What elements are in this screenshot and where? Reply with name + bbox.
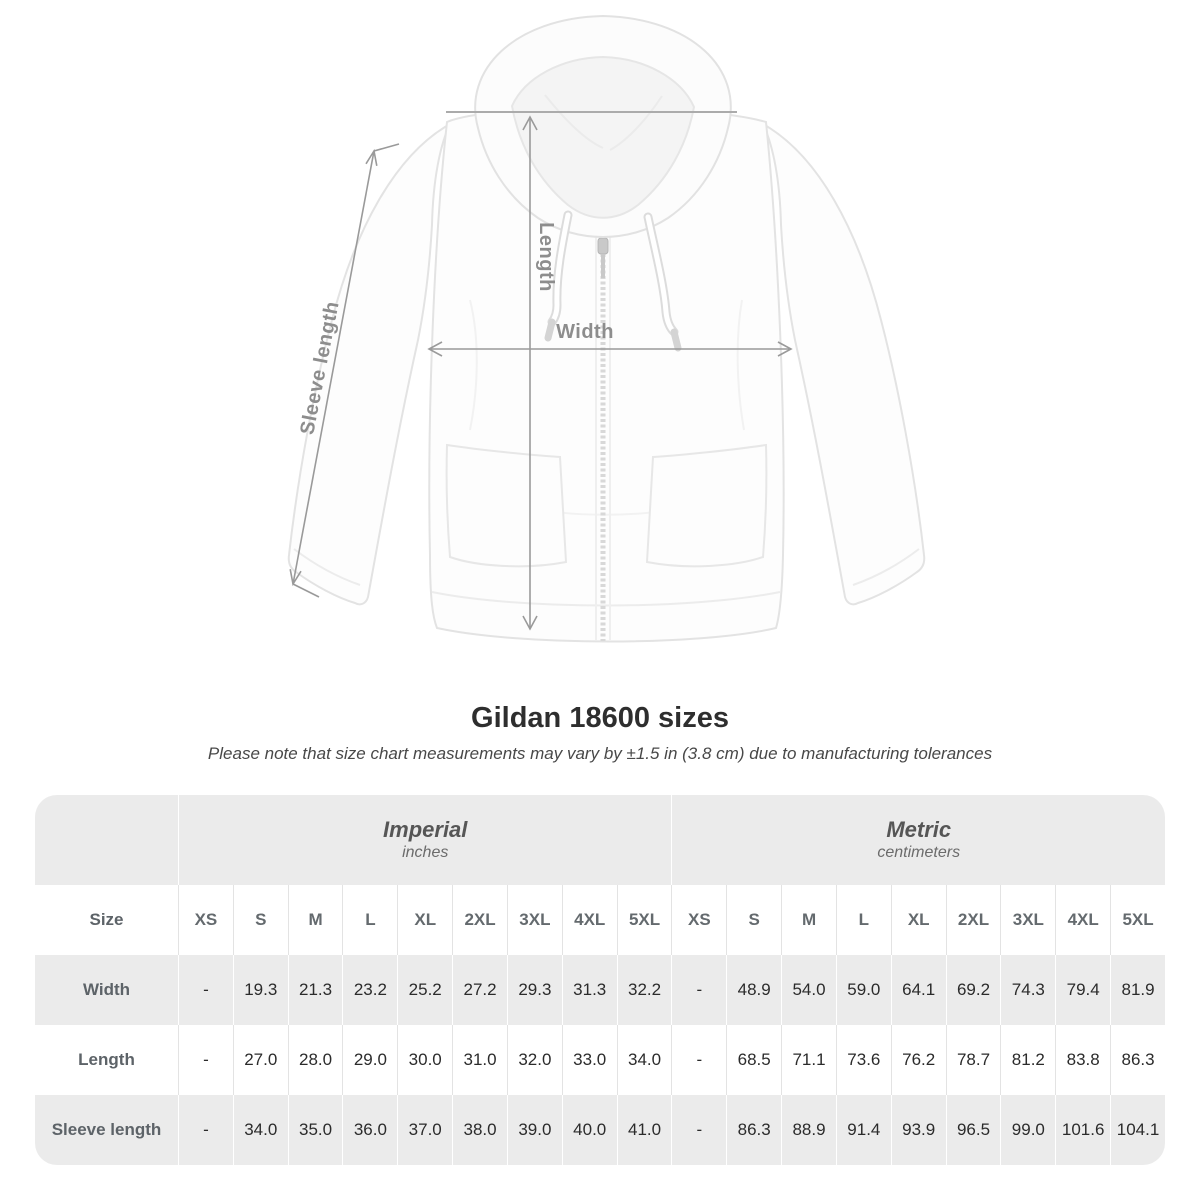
value-cell: 81.9 (1110, 955, 1165, 1025)
size-chart-table (35, 795, 1165, 1165)
length-row (35, 1025, 1165, 1095)
value-cell: 27.0 (233, 1025, 288, 1095)
size-cell: XL (891, 885, 946, 955)
value-cell: 83.8 (1055, 1025, 1110, 1095)
value-cell: 40.0 (562, 1095, 617, 1165)
value-cell: 104.1 (1110, 1095, 1165, 1165)
value-cell: - (671, 1095, 726, 1165)
size-cell: XL (397, 885, 452, 955)
row-label: Sleeve length (35, 1095, 178, 1165)
value-cell: 64.1 (891, 955, 946, 1025)
unit-header-row (35, 795, 1165, 885)
size-cell: 4XL (1055, 885, 1110, 955)
size-cell: M (288, 885, 343, 955)
value-cell: 38.0 (452, 1095, 507, 1165)
value-cell: 88.9 (781, 1095, 836, 1165)
size-cell: 5XL (617, 885, 672, 955)
size-tolerance-note: Please note that size chart measurements may vary by ±1.5 in (3.8 cm) due to manufacturing tolerances (207, 744, 993, 763)
size-cell: S (233, 885, 288, 955)
value-cell: 27.2 (452, 955, 507, 1025)
value-cell: 71.1 (781, 1025, 836, 1095)
size-cell: M (781, 885, 836, 955)
value-cell: - (671, 1025, 726, 1095)
imperial-unit-label: inches (402, 844, 449, 861)
value-cell: 32.0 (507, 1025, 562, 1095)
zipper-slider (598, 238, 608, 254)
value-cell: 99.0 (1000, 1095, 1055, 1165)
row-label: Length (35, 1025, 178, 1095)
value-cell: 78.7 (946, 1025, 1001, 1095)
value-cell: 30.0 (397, 1025, 452, 1095)
value-cell: 86.3 (726, 1095, 781, 1165)
value-cell: 39.0 (507, 1095, 562, 1165)
size-cell: L (836, 885, 891, 955)
value-cell: 74.3 (1000, 955, 1055, 1025)
value-cell: 91.4 (836, 1095, 891, 1165)
value-cell: 86.3 (1110, 1025, 1165, 1095)
size-cell: S (726, 885, 781, 955)
value-cell: 29.3 (507, 955, 562, 1025)
size-cell: XS (671, 885, 726, 955)
value-cell: - (178, 955, 233, 1025)
value-cell: 73.6 (836, 1025, 891, 1095)
value-cell: 68.5 (726, 1025, 781, 1095)
metric-header (671, 795, 1165, 885)
value-cell: 37.0 (397, 1095, 452, 1165)
value-cell: 23.2 (342, 955, 397, 1025)
size-cell: 3XL (1000, 885, 1055, 955)
value-cell: 54.0 (781, 955, 836, 1025)
value-cell: 19.3 (233, 955, 288, 1025)
imperial-label: Imperial (383, 817, 468, 842)
size-cell: 3XL (507, 885, 562, 955)
value-cell: 28.0 (288, 1025, 343, 1095)
size-cell: 5XL (1110, 885, 1165, 955)
value-cell: 31.3 (562, 955, 617, 1025)
value-cell: 33.0 (562, 1025, 617, 1095)
value-cell: 48.9 (726, 955, 781, 1025)
width-row (35, 955, 1165, 1025)
row-label: Width (35, 955, 178, 1025)
value-cell: 41.0 (617, 1095, 672, 1165)
metric-unit-label: centimeters (877, 844, 961, 861)
size-cell: 4XL (562, 885, 617, 955)
value-cell: - (671, 955, 726, 1025)
size-cell: XS (178, 885, 233, 955)
size-cell: 2XL (452, 885, 507, 955)
value-cell: 34.0 (233, 1095, 288, 1165)
value-cell: 25.2 (397, 955, 452, 1025)
width-measure-label: Width (556, 321, 614, 343)
value-cell: 21.3 (288, 955, 343, 1025)
value-cell: 34.0 (617, 1025, 672, 1095)
value-cell: 76.2 (891, 1025, 946, 1095)
value-cell: 36.0 (342, 1095, 397, 1165)
value-cell: 93.9 (891, 1095, 946, 1165)
value-cell: - (178, 1095, 233, 1165)
value-cell: 69.2 (946, 955, 1001, 1025)
value-cell: 59.0 (836, 955, 891, 1025)
metric-label: Metric (886, 817, 952, 842)
page-title: Gildan 18600 sizes (471, 702, 729, 734)
value-cell: 29.0 (342, 1025, 397, 1095)
imperial-header (178, 795, 671, 885)
value-cell: 32.2 (617, 955, 672, 1025)
sleeve-length-measure-label: Sleeve length (296, 299, 344, 437)
length-measure-label: Length (535, 222, 557, 292)
corner-cell (35, 795, 178, 885)
value-cell: 79.4 (1055, 955, 1110, 1025)
value-cell: 96.5 (946, 1095, 1001, 1165)
value-cell: - (178, 1025, 233, 1095)
value-cell: 31.0 (452, 1025, 507, 1095)
value-cell: 35.0 (288, 1095, 343, 1165)
size-column-header: Size (35, 885, 178, 955)
value-cell: 101.6 (1055, 1095, 1110, 1165)
size-header-row (35, 885, 1165, 955)
sleeve-length-row (35, 1095, 1165, 1165)
size-cell: 2XL (946, 885, 1001, 955)
value-cell: 81.2 (1000, 1025, 1055, 1095)
size-cell: L (342, 885, 397, 955)
